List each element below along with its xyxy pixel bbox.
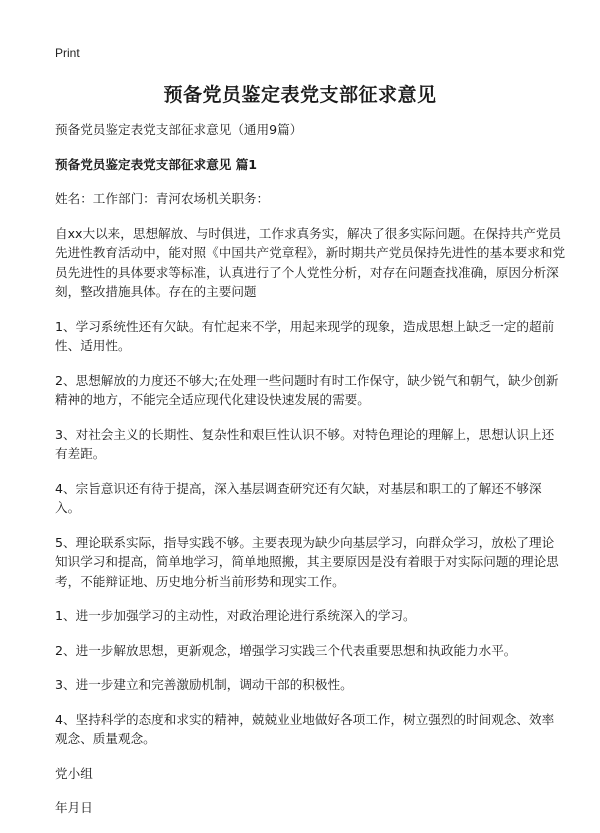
paragraph: 3、进一步建立和完善激励机制，调动干部的积极性。 xyxy=(55,677,353,692)
document-body xyxy=(55,120,566,833)
paragraph: 4、宗旨意识还有待于提高，深入基层调查研究还有欠缺，对基层和职工的了解还不够深入。 xyxy=(55,480,542,515)
print-label: Print xyxy=(55,46,80,60)
document-title: 预备党员鉴定表党支部征求意见 xyxy=(163,84,437,106)
paragraph: 4、坚持科学的态度和求实的精神，兢兢业业地做好各项工作，树立强烈的时间观念、效率观念、质量观念。 xyxy=(55,711,555,746)
date-line: 年月日 xyxy=(55,800,93,815)
paragraph: 2、思想解放的力度还不够大;在处理一些问题时有时工作保守，缺少锐气和朝气，缺少创新精神的地方，不能完全适应现代化建设快速发展的需要。 xyxy=(55,372,559,407)
paragraph: 5、理论联系实际，指导实践不够。主要表现为缺少向基层学习，向群众学习，放松了理论知识学习和提高，简单地学习，简单地照搬，其主要原因是没有着眼于对实际问题的理论思考，不能辩证地、历史地分析当前形势和现实工作。 xyxy=(55,534,559,589)
paragraph: 1、学习系统性还有欠缺。有忙起来不学，用起来现学的现象，造成思想上缺乏一定的超前性、适用性。 xyxy=(55,318,555,353)
intro-line: 预备党员鉴定表党支部征求意见（通用9篇） xyxy=(55,122,303,137)
paragraph: 1、进一步加强学习的主动性，对政治理论进行系统深入的学习。 xyxy=(55,608,416,623)
paragraph: 3、对社会主义的长期性、复杂性和艰巨性认识不够。对特色理论的理解上，思想认识上还有差距。 xyxy=(55,426,555,461)
paragraph: 自xx大以来，思想解放、与时俱进，工作求真务实，解决了很多实际问题。在保持共产党员先进性教育活动中，能对照《中国共产党章程》，新时期共产党员保持先进性的基本要求和党员先进性的具体要求等标准，认真进行了个人党性分析，对存在问题查找准确，原因分析深刻，整改措施具体。存在的主要问题 xyxy=(55,225,566,299)
signature: 党小组 xyxy=(55,765,93,781)
name-line: 姓名：工作部门：青河农场机关职务： xyxy=(55,191,270,206)
section-title: 预备党员鉴定表党支部征求意见 篇1 xyxy=(55,156,258,172)
paragraph: 2、进一步解放思想，更新观念，增强学习实践三个代表重要思想和执政能力水平。 xyxy=(55,642,517,658)
